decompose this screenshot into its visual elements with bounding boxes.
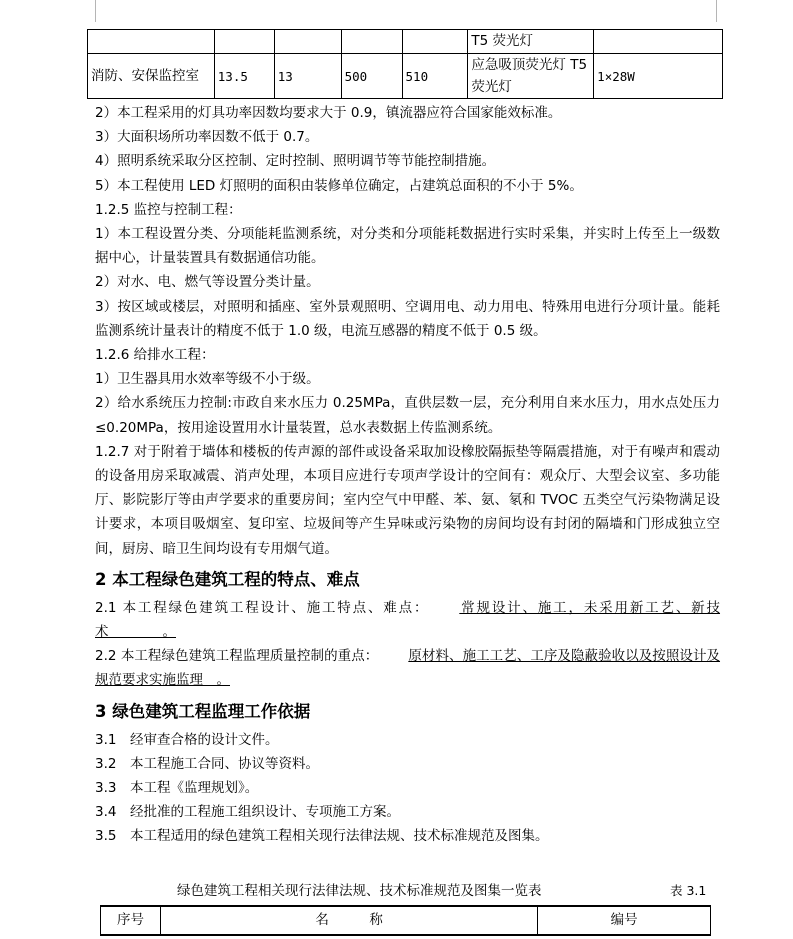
underlined-answer: 原材料、施工工艺、工序及隐蔽验收以及按照设计及规范要求实施监理 。 [95, 648, 721, 689]
table-caption-title: 绿色建筑工程相关现行法律法规、技术标准规范及图集一览表 [177, 883, 542, 899]
table-cell: T5 荧光灯 [468, 30, 594, 54]
table-cell [402, 30, 468, 54]
paragraph: 4）照明系统采取分区控制、定时控制、照明调节等节能控制措施。 [95, 153, 496, 170]
table-cell [274, 30, 341, 54]
room-name-cell: 消防、安保监控室 [88, 54, 215, 99]
paragraph: 5）本工程使用 LED 灯照明的面积由装修单位确定，占建筑总面积的不小于 5%。 [95, 177, 583, 194]
table-cell [341, 30, 402, 54]
lamp-spec-cell: 1×28W [594, 54, 723, 99]
item-label: 2.2 本工程绿色建筑工程监理质量控制的重点： [95, 648, 379, 665]
paragraph: 3）按区域或楼层，对照明和插座、室外景观照明、空调用电、动力用电、特殊用电进行分项计量。能耗监测系统计量表计的精度不低于 1.0 级，电流互感器的精度不低于 0.5 级。 [95, 298, 720, 339]
header-serial: 序号 [101, 906, 161, 935]
paragraph: 1.2.6 给排水工程： [95, 347, 215, 364]
table-row [88, 54, 723, 99]
header-code: 编号 [538, 906, 711, 935]
table-row [88, 30, 723, 54]
table-header-row [101, 906, 711, 935]
paragraph: 2）对水、电、燃气等设置分类计量。 [95, 274, 320, 291]
underlined-answer: 常规设计、施工，未采用新工艺、新技术 。 [95, 599, 721, 641]
section-heading-2: 2 本工程绿色建筑工程的特点、难点 [95, 569, 360, 589]
table-number: 表 3.1 [670, 883, 707, 898]
table-cell: 13 [274, 54, 341, 99]
table-cell: 500 [341, 54, 402, 99]
area-cell: 13.5 [214, 54, 274, 99]
item-label: 2.1 本工程绿色建筑工程设计、施工特点、难点： [95, 599, 430, 616]
section-2-item-2 [95, 644, 720, 692]
list-item: 3.2 本工程施工合同、协议等资料。 [95, 755, 319, 772]
standards-table [100, 905, 711, 936]
table-cell [594, 30, 723, 54]
list-item: 3.4 经批准的工程施工组织设计、专项施工方案。 [95, 804, 400, 821]
paragraph: 1）卫生器具用水效率等级不小于级。 [95, 371, 320, 388]
paragraph: 1）本工程设置分类、分项能耗监测系统，对分类和分项能耗数据进行实时采集，并实时上传至上一级数据中心，计量装置具有数据通信功能。 [95, 226, 720, 267]
list-item: 3.3 本工程《监理规划》。 [95, 780, 259, 797]
paragraph: 1.2.5 监控与控制工程： [95, 201, 242, 218]
table-cell [214, 30, 274, 54]
list-item: 3.5 本工程适用的绿色建筑工程相关现行法律法规、技术标准规范及图集。 [95, 828, 549, 845]
section-heading-3: 3 绿色建筑工程监理工作依据 [95, 701, 311, 721]
table-cell [88, 30, 215, 54]
header-name: 名 称 [160, 906, 537, 935]
page-corner-mark-left [95, 0, 96, 22]
paragraph: 2）给水系统压力控制:市政自来水压力 0.25MPa，直供层数一层，充分利用自来水压力，用水点处压力≤0.20MPa，按用途设置用水计量装置，总水表数据上传监测系统。 [95, 395, 720, 436]
paragraph: 2）本工程采用的灯具功率因数均要求大于 0.9，镇流器应符合国家能效标准。 [95, 105, 562, 121]
section-2-item-1 [95, 596, 720, 644]
document-body [95, 101, 720, 849]
page-corner-mark-right [716, 0, 717, 22]
list-item: 3.1 经审查合格的设计文件。 [95, 731, 279, 748]
lamp-type-cell: 应急吸顶荧光灯 T5 荧光灯 [468, 54, 594, 99]
paragraph: 3）大面积场所功率因数不低于 0.7。 [95, 129, 319, 146]
paragraph: 1.2.7 对于附着于墙体和楼板的传声源的部件或设备采取加设橡胶隔振垫等隔震措施，对于有噪声和震动的设备用房采取减震、消声处理，本项目应进行专项声学设计的空间有：观众厅、大型会议室、多功能厅、影院影厅等由声学要求的重要房间；室内空气中甲醛、苯、氨、氡和 TVOC 五类空气污染物满足设计要求，本项目吸烟室、复印室、垃圾间等产生异味或污染物的房间均设有封闭的隔墙和门形成独立空间，厨房、暗卫生间均设有专用烟气道。 [95, 443, 720, 557]
lighting-power-table [87, 29, 723, 99]
table-cell: 510 [402, 54, 468, 99]
